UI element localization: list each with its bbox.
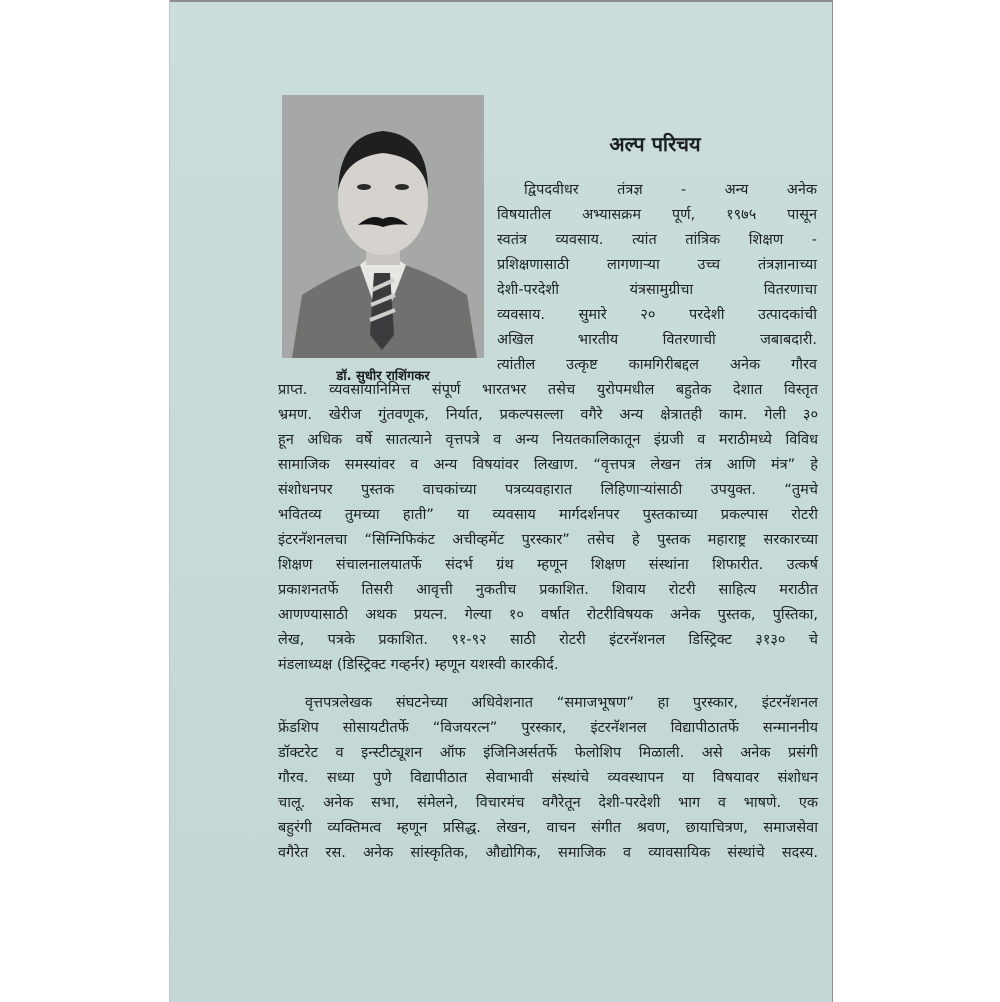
text-line: हून अधिक वर्षे सातत्याने वृत्तपत्रे व अन्य नियतकालिकातून इंग्रजी व मराठीमध्ये विविध bbox=[278, 432, 818, 448]
text-line: लेख, पत्रके प्रकाशित. ९१-९२ साठी रोटरी इंटरनॅशनल डिस्ट्रिक्ट ३१३० चे bbox=[278, 632, 818, 648]
text-line: अखिल भारतीय वितरणाची जबाबदारी. bbox=[497, 332, 817, 348]
text-line: भवितव्य तुमच्या हाती” या व्यवसाय मार्गदर्शनपर पुस्तकाच्या प्रकल्पास रोटरी bbox=[278, 507, 818, 523]
text-line: प्रशिक्षणासाठी लागणाऱ्या उच्च तंत्रज्ञानाच्या bbox=[497, 257, 817, 273]
text-line: देशी-परदेशी यंत्रसामुग्रीचा वितरणाचा bbox=[497, 282, 817, 298]
text-line: इंटरनॅशनलचा “सिग्निफिकंट अचीव्हमेंट पुरस्कार” तसेच हे पुस्तक महाराष्ट्र सरकारच्या bbox=[278, 532, 818, 548]
text-line: द्विपदवीधर तंत्रज्ञ - अन्य अनेक bbox=[524, 182, 817, 198]
text-line: मंडलाध्यक्ष (डिस्ट्रिक्ट गव्हर्नर) म्हणून यशस्वी कारकीर्द. bbox=[278, 657, 559, 673]
text-line: विषयातील अभ्यासक्रम पूर्ण, १९७५ पासून bbox=[497, 207, 817, 223]
text-line: त्यांतील उत्कृष्ट कामगिरीबद्दल अनेक गौरव bbox=[497, 357, 817, 373]
text-line: चालू. अनेक सभा, संमेलने, विचारमंच वगैरेतून देशी-परदेशी भाग व भाषणे. एक bbox=[278, 795, 818, 811]
section-title: अल्प परिचय bbox=[609, 132, 701, 156]
text-line: आणण्यासाठी अथक प्रयत्न. गेल्या १० वर्षात रोटरीविषयक अनेक पुस्तक, पुस्तिका, bbox=[278, 607, 818, 623]
text-line: डॉक्टरेट व इन्स्टीट्यूशन ऑफ इंजिनिअर्सतर्फे फेलोशिप मिळाली. असे अनेक प्रसंगी bbox=[278, 745, 818, 761]
photo-caption: डॉ. सुधीर राशिंगकर bbox=[336, 369, 430, 384]
author-photo bbox=[282, 95, 484, 358]
text-line: संशोधनपर पुस्तक वाचकांच्या पत्रव्यवहारात लिहिणाऱ्यांसाठी उपयुक्त. “तुमचे bbox=[278, 482, 818, 498]
text-line: प्राप्त. व्यवसायानिमित्त संपूर्ण भारतभर तसेच युरोपमधील बहुतेक देशात विस्तृत bbox=[278, 382, 818, 398]
text-line: व्यवसाय. सुमारे २० परदेशी उत्पादकांची bbox=[497, 307, 817, 323]
portrait-image bbox=[282, 95, 484, 358]
text-line: स्वतंत्र व्यवसाय. त्यांत तांत्रिक शिक्षण - bbox=[497, 232, 817, 248]
text-line: शिक्षण संचालनालयातर्फे संदर्भ ग्रंथ म्हणून शिक्षण संस्थांना शिफारीत. उत्कर्ष bbox=[278, 557, 818, 573]
text-line: सामाजिक समस्यांवर व अन्य विषयांवर लिखाण. “वृत्तपत्र लेखन तंत्र आणि मंत्र” हे bbox=[278, 457, 818, 473]
text-line: वगैरेत रस. अनेक सांस्कृतिक, औद्योगिक, समाजिक व व्यावसायिक संस्थांचे सदस्य. bbox=[278, 845, 818, 861]
text-line: भ्रमण. खेरीज गुंतवणूक, निर्यात, प्रकल्पसल्ला वगैरे अन्य क्षेत्रातही काम. गेली ३० bbox=[278, 407, 818, 423]
text-line: वृत्तपत्रलेखक संघटनेच्या अधिवेशनात “समाजभूषण” हा पुरस्कार, इंटरनॅशनल bbox=[305, 695, 818, 711]
text-line: गौरव. सध्या पुणे विद्यापीठात सेवाभावी संस्थांचे व्यवस्थापन या विषयावर संशोधन bbox=[278, 770, 818, 786]
text-line: प्रकाशनतर्फे तिसरी आवृत्ती नुकतीच प्रकाशित. शिवाय रोटरी साहित्य मराठीत bbox=[278, 582, 818, 598]
text-line: बहुरंगी व्यक्तिमत्व म्हणून प्रसिद्ध. लेखन, वाचन संगीत श्रवण, छायाचित्रण, समाजसेवा bbox=[278, 820, 818, 836]
text-line: फ्रेंडशिप सोसायटीतर्फे “विजयरत्न” पुरस्कार, इंटरनॅशनल विद्यापीठातर्फे सन्माननीय bbox=[278, 720, 818, 736]
